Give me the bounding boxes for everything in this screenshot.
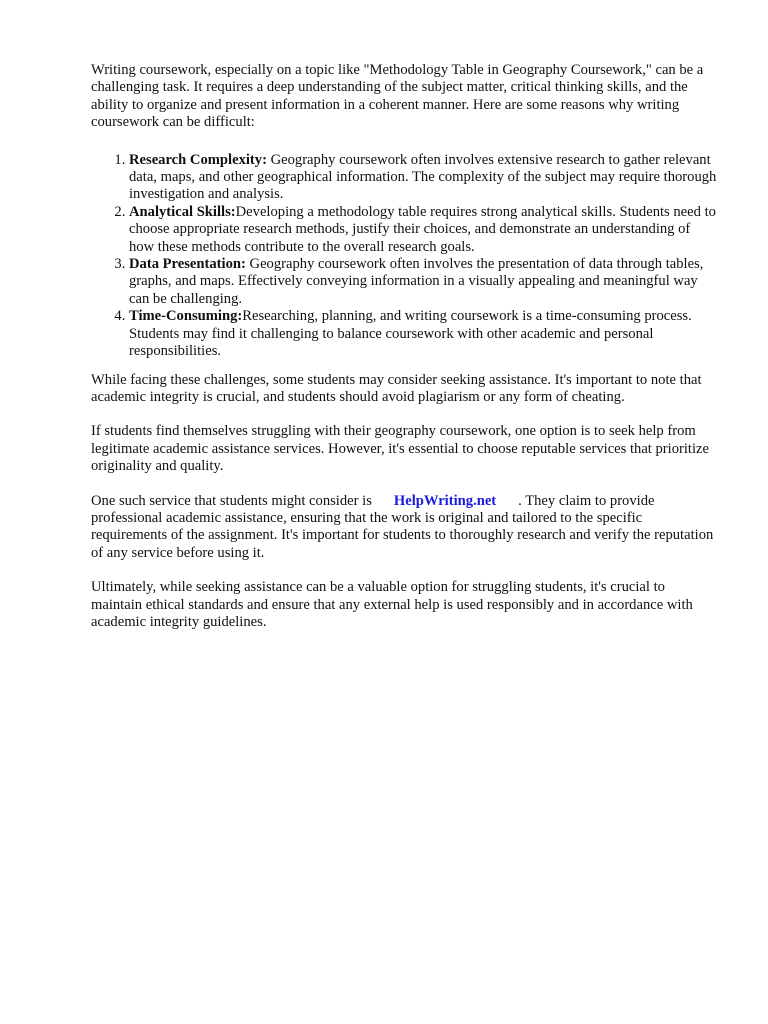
list-item [129, 204, 718, 256]
reason-text: Developing a methodology table requires strong analytical skills. Students need to choose appropriate research methods, justify their choices, and demonstrate an understanding of how these methods contribute to the overall research goals. [129, 203, 716, 255]
help-paragraph: If students find themselves struggling with their geography coursework, one option is to seek help from legitimate academic assistance services. However, it's essential to choose reputable services that prioritize originality and quality. [91, 423, 709, 475]
service-text-before: One such service that students might consider is [91, 492, 372, 509]
intro-paragraph: Writing coursework, especially on a topic like "Methodology Table in Geography Coursework," can be a challenging task. It requires a deep understanding of the subject matter, critical thinking skills, and the ability to organize and present information in a coherent manner. Here are some reasons why writing coursework can be difficult: [91, 62, 704, 131]
integrity-paragraph: While facing these challenges, some students may consider seeking assistance. It's important to note that academic integrity is crucial, and students should avoid plagiarism or any form of cheating. [91, 371, 702, 405]
reasons-list [91, 152, 718, 361]
helpwriting-link[interactable]: HelpWriting.net [393, 492, 497, 509]
reason-text: Geography coursework often involves the presentation of data through tables, graphs, and maps. Effectively conveying information in a visually appealing and meaningful way can be challenging. [129, 256, 704, 307]
reason-term: Data Presentation: [129, 256, 246, 273]
list-item [129, 308, 718, 360]
service-text-after: . They claim to provide professional academic assistance, ensuring that the work is original and tailored to the specific requirements of the assignment. It's important for students to thoroughly research and verify the reputation of any service before using it. [91, 492, 714, 561]
service-paragraph [91, 493, 718, 563]
reason-text: Researching, planning, and writing coursework is a time-consuming process. Students may find it challenging to balance coursework with other academic and personal responsibilities. [129, 308, 692, 360]
list-item [129, 152, 718, 204]
reason-term: Analytical Skills: [129, 203, 236, 220]
final-paragraph: Ultimately, while seeking assistance can be a valuable option for struggling students, it's crucial to maintain ethical standards and ensure that any external help is used responsibly and in accordance with academic integrity guidelines. [91, 579, 693, 630]
reason-term: Time-Consuming: [129, 308, 243, 325]
list-item [129, 256, 718, 308]
reason-text: Geography coursework often involves extensive research to gather relevant data, maps, and other geographical information. The complexity of the subject may require thorough investigation and analysis. [129, 151, 717, 203]
reason-term: Research Complexity: [129, 151, 267, 168]
